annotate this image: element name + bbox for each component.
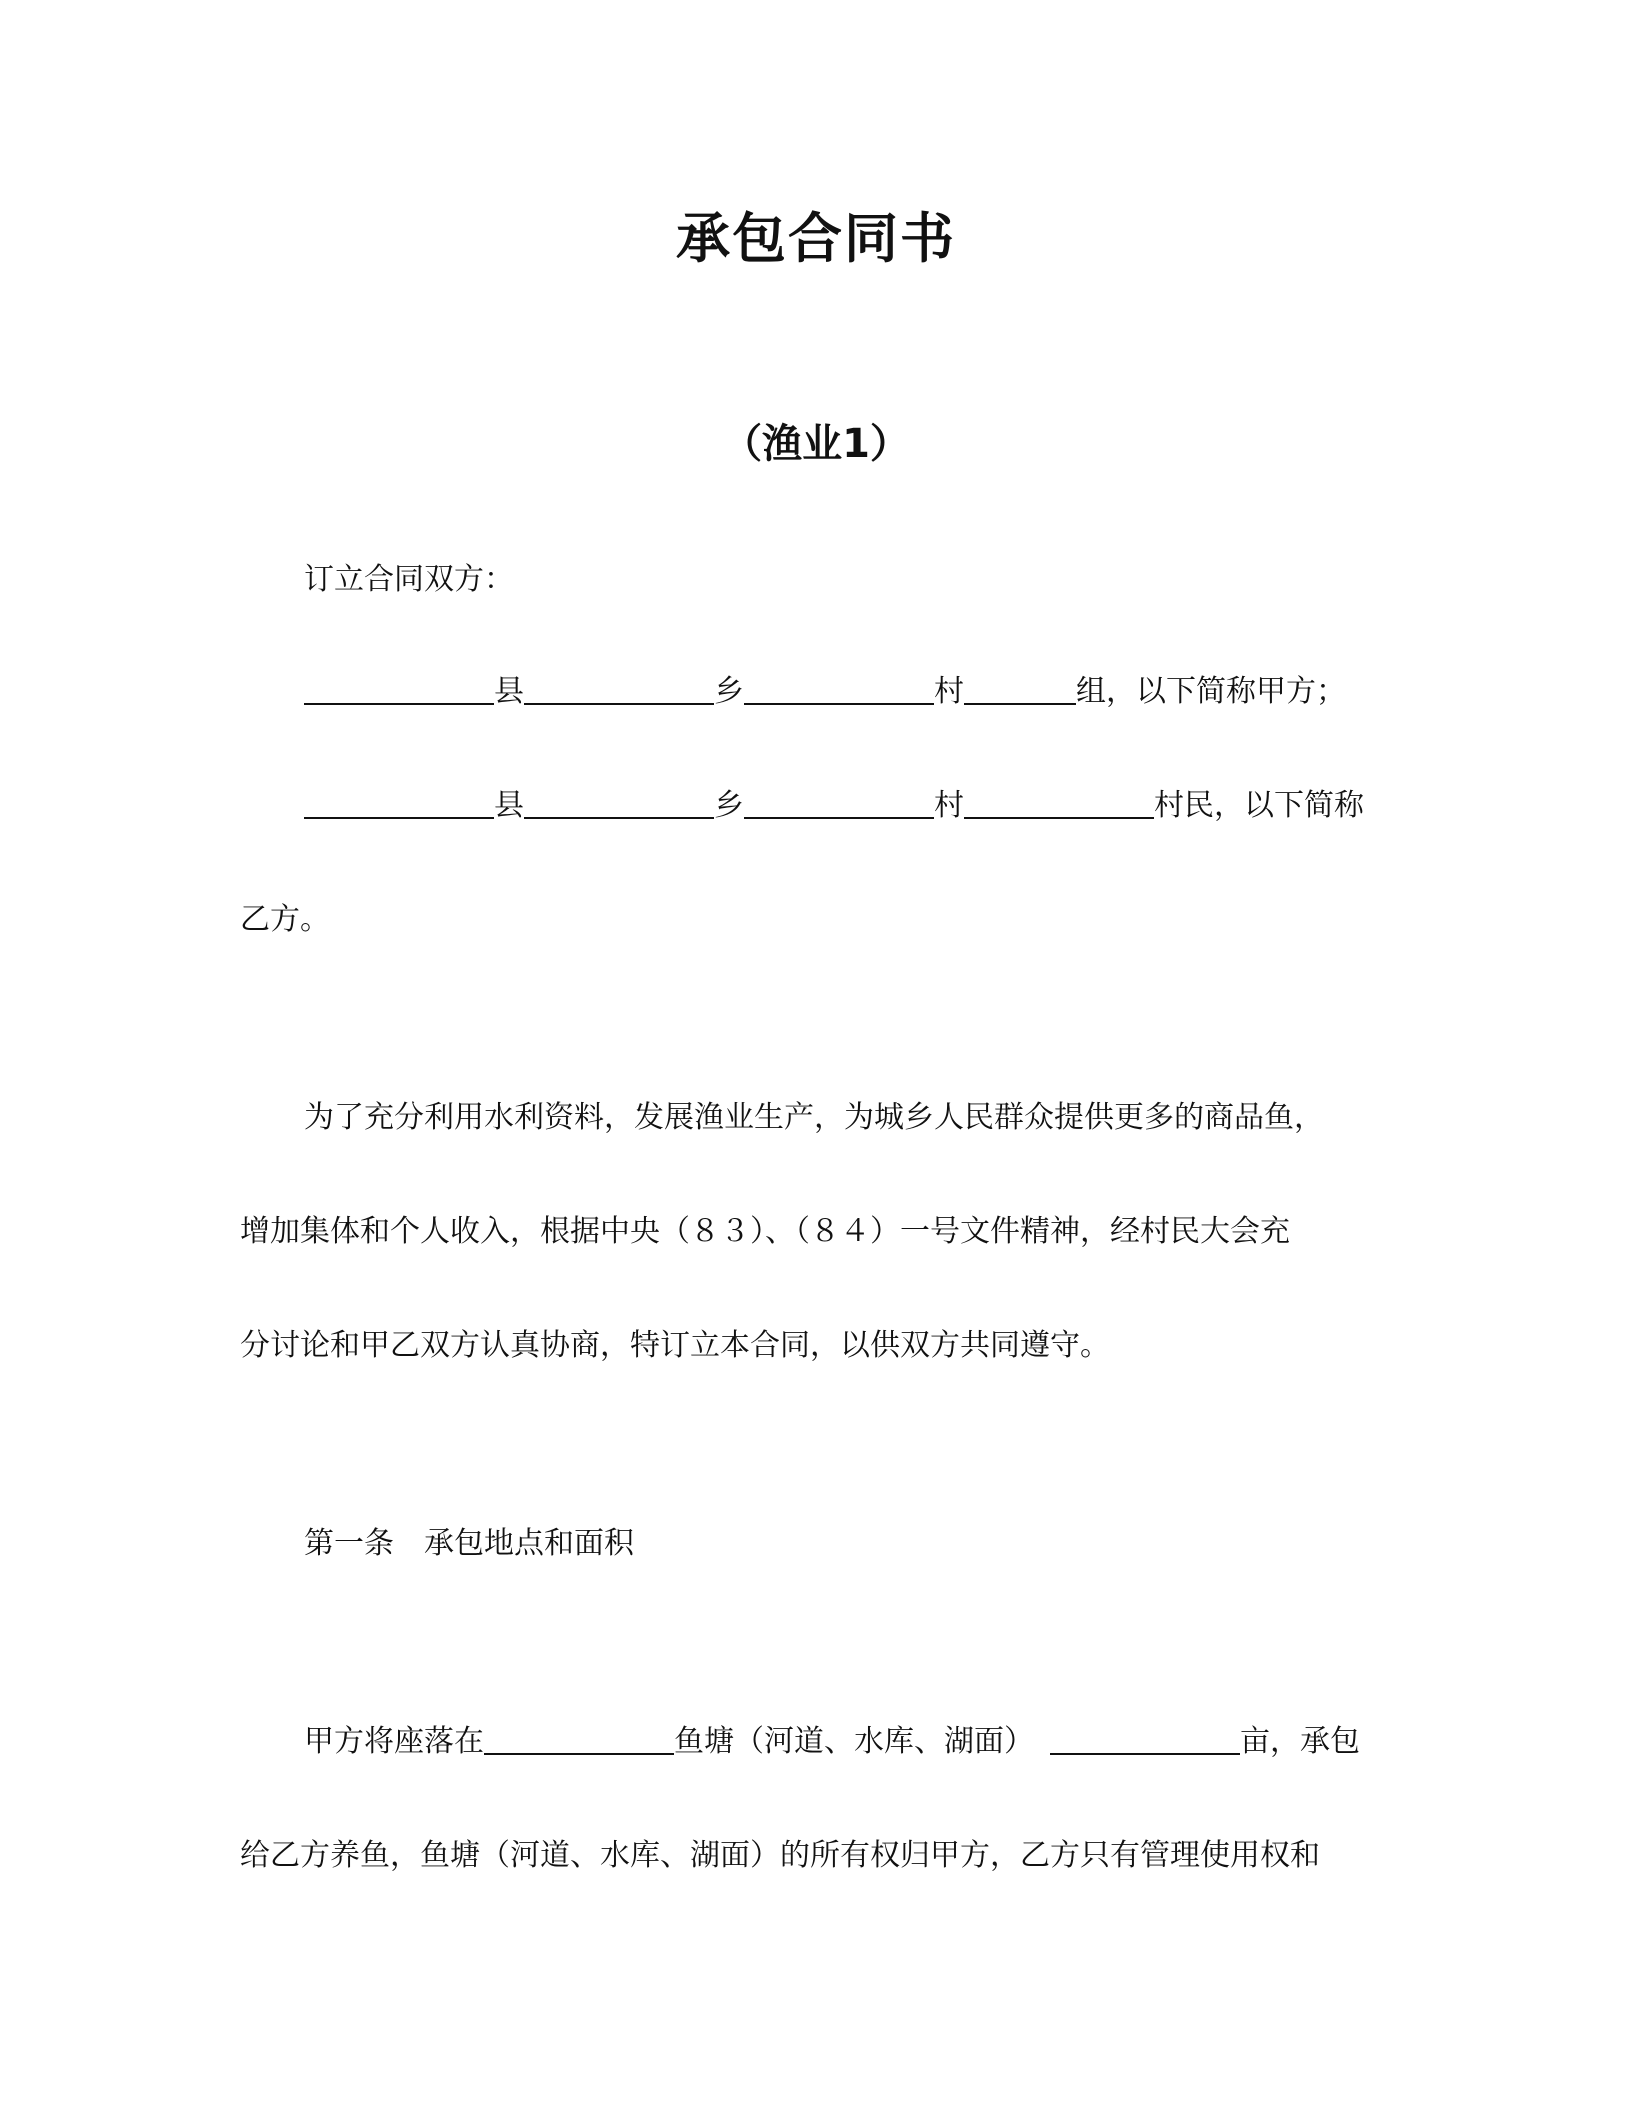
article-1-pond-text: 鱼塘（河道、水库、湖面） — [674, 1724, 1034, 1759]
blank-field — [304, 787, 494, 819]
party-b-continuation: 乙方。 — [240, 902, 330, 937]
document-subtitle: （渔业1） — [722, 421, 910, 467]
party-b-villager-text: 村民，以下简称 — [1154, 788, 1364, 823]
article-1-heading: 第一条 承包地点和面积 — [304, 1526, 634, 1561]
document-title: 承包合同书 — [676, 207, 956, 270]
article-1-line-2: 给乙方养鱼，鱼塘（河道、水库、湖面）的所有权归甲方，乙方只有管理使用权和 — [240, 1838, 1320, 1873]
preamble-line-1: 为了充分利用水利资料，发展渔业生产，为城乡人民群众提供更多的商品鱼， — [304, 1100, 1324, 1135]
blank-field — [484, 1723, 674, 1755]
article-1-line-1 — [304, 1722, 1390, 1762]
party-a-group-text: 组，以下简称甲方； — [1076, 674, 1346, 709]
blank-field — [1050, 1723, 1240, 1755]
party-a-township-label: 乡 — [714, 674, 744, 709]
party-b-township-label: 乡 — [714, 788, 744, 823]
blank-field — [304, 673, 494, 705]
party-a-line — [304, 672, 1390, 712]
party-a-village-label: 村 — [934, 674, 964, 709]
blank-field — [524, 673, 714, 705]
blank-field — [524, 787, 714, 819]
parties-heading: 订立合同双方： — [304, 562, 514, 597]
blank-field — [744, 787, 934, 819]
party-b-village-label: 村 — [934, 788, 964, 823]
blank-field — [964, 787, 1154, 819]
article-1-location-text: 甲方将座落在 — [304, 1724, 484, 1759]
preamble-line-2: 增加集体和个人收入，根据中央（８３）、（８４）一号文件精神，经村民大会充 — [240, 1214, 1290, 1249]
article-1-area-text: 亩，承包 — [1240, 1724, 1360, 1759]
party-a-county-label: 县 — [494, 674, 524, 709]
blank-field — [744, 673, 934, 705]
blank-field — [964, 673, 1076, 705]
preamble-line-3: 分讨论和甲乙双方认真协商，特订立本合同，以供双方共同遵守。 — [240, 1328, 1110, 1363]
party-b-county-label: 县 — [494, 788, 524, 823]
party-b-line — [304, 786, 1390, 826]
